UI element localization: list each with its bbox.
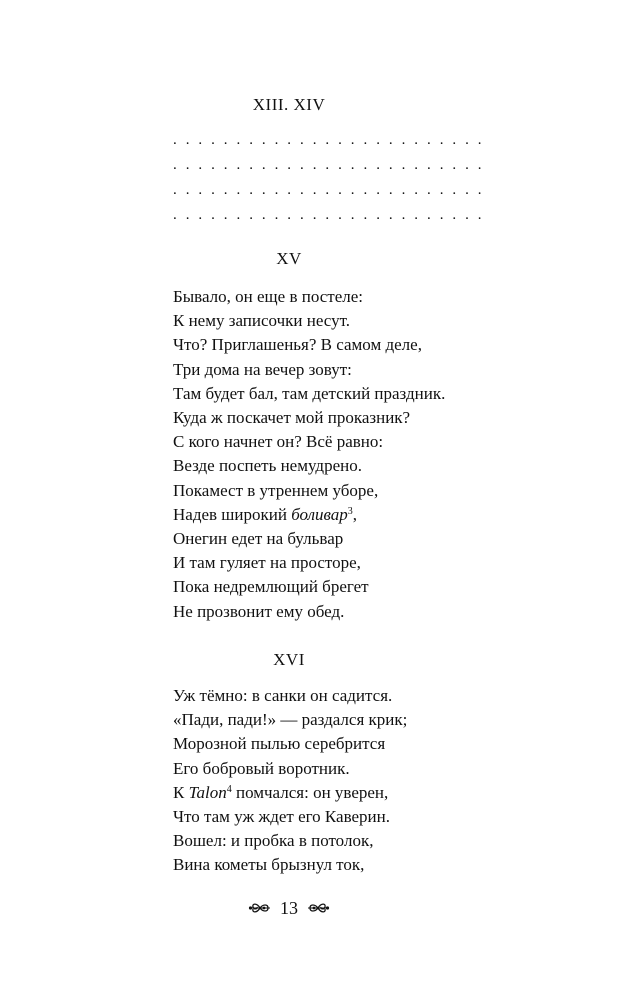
dotted-line: . . . . . . . . . . . . . . . . . . . . . . . . . xyxy=(173,182,485,198)
verse-line: Онегин едет на бульвар xyxy=(173,529,344,549)
page-footer xyxy=(0,896,578,920)
footnote-marker: 3 xyxy=(347,505,353,517)
italic-word: боливар xyxy=(291,504,348,524)
page-number: 13 xyxy=(280,898,298,918)
heading-xiii-xiv: XIII. XIV xyxy=(252,95,326,114)
verse-line: Что там уж ждет его Каверин. xyxy=(173,807,391,827)
verse-line: Бывало, он еще в постеле: xyxy=(173,287,364,306)
verse-line: Три дома на вечер зовут: xyxy=(173,359,352,379)
verse-line: Уж тёмно: в санки он садится. xyxy=(173,686,393,705)
verse-text: К xyxy=(173,782,189,802)
heading-xv: XV xyxy=(276,249,302,268)
verse-line: Пока недремлющий брегет xyxy=(173,577,369,597)
dotted-line: . . . . . . . . . . . . . . . . . . . . . . . . . xyxy=(173,157,485,173)
italic-word: Talon xyxy=(188,782,227,802)
fleuron-right-icon xyxy=(306,900,330,916)
verse-line xyxy=(173,781,593,805)
verse-line: Покамест в утреннем уборе, xyxy=(173,480,379,500)
verse-line: «Пади, пади!» — раздался крик; xyxy=(173,710,408,730)
verse-line: Там будет бал, там детский праздник. xyxy=(173,383,446,403)
footnote-marker: 4 xyxy=(226,783,232,795)
verse-text: помчался: он уверен, xyxy=(231,782,389,802)
omitted-stanza-dots xyxy=(173,128,485,228)
verse-line xyxy=(173,503,593,527)
verse-line: К нему записочки несут. xyxy=(173,311,351,331)
verse-line: С кого начнет он? Всё равно: xyxy=(173,432,384,452)
verse-line: Что? Приглашенья? В самом деле, xyxy=(173,335,422,355)
dotted-line: . . . . . . . . . . . . . . . . . . . . . . . . . xyxy=(173,132,485,148)
heading-xvi: XVI xyxy=(273,650,305,669)
verse-line: Его бобровый воротник. xyxy=(173,758,350,778)
verse-line: Морозной пылью серебрится xyxy=(173,734,386,754)
fleuron-left-icon xyxy=(248,900,272,916)
stanza-xvi xyxy=(173,684,593,878)
verse-line: Вина кометы брызнул ток, xyxy=(173,855,365,875)
verse-line: Не прозвонит ему обед. xyxy=(173,601,345,621)
verse-line: Куда ж поскачет мой проказник? xyxy=(173,408,411,428)
verse-line: И там гуляет на просторе, xyxy=(173,553,361,573)
verse-line: Везде поспеть немудрено. xyxy=(173,456,362,476)
verse-line: Вошел: и пробка в потолок, xyxy=(173,831,374,851)
verse-text: , xyxy=(352,504,358,524)
dotted-line: . . . . . . . . . . . . . . . . . . . . . . . . . xyxy=(173,207,485,223)
verse-text: Надев широкий xyxy=(173,504,292,524)
stanza-xv xyxy=(173,285,593,624)
